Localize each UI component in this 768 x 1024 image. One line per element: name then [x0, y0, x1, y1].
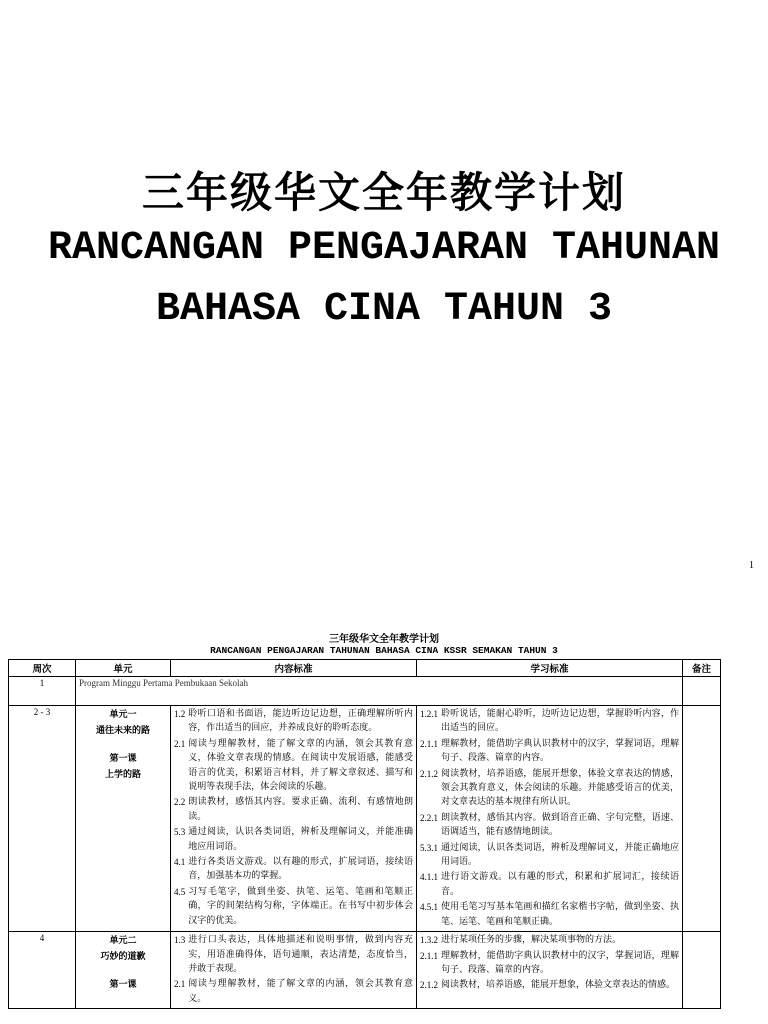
- standard-code: 2.2.1: [420, 812, 438, 823]
- learning-standard-item: [420, 949, 679, 978]
- table-header-row: [9, 660, 721, 677]
- content-standard-item: [174, 855, 413, 884]
- standard-text: 阅读教材，培养语感，能展开想象，体验文章表达的情感，领会其教育意义，体会阅读的乐趣。并能感受语言的优美，对文章表达的基本规律有所认识。: [441, 768, 679, 808]
- standard-code: 2.2: [174, 797, 186, 808]
- content-standard-item: [174, 825, 413, 854]
- standard-text: 聆听口语和书面语，能边听边记边想，正确理解所听内容，作出适当的回应，并养成良好的聆听态度。: [188, 709, 413, 734]
- header-content-standard: 内容标准: [171, 660, 417, 677]
- plan-heading-chinese: 三年级华文全年教学计划: [329, 634, 439, 645]
- learning-standard-item: [420, 900, 679, 929]
- cover-title-chinese: 三年级华文全年教学计划: [141, 168, 626, 217]
- table-row: [9, 706, 721, 932]
- table-row: [9, 932, 721, 1009]
- content-standard-item: [174, 885, 413, 928]
- standard-code: 1.2: [174, 709, 186, 719]
- remarks-cell: [683, 706, 721, 932]
- content-standard-item: [174, 977, 413, 1006]
- learning-standard-item: [420, 707, 679, 736]
- learning-standard-cell: [417, 706, 683, 932]
- standard-text: 阅读教材，培养语感，能展开想象，体验文章表达的情感。: [441, 980, 676, 991]
- remarks-cell: [683, 932, 721, 1009]
- standard-text: 进行某项任务的步骤，解决某项事物的方法。: [441, 935, 622, 946]
- content-standard-cell: [171, 706, 417, 932]
- cover-title-malay-line1: RANCANGAN PENGAJARAN TAHUNAN: [47, 226, 721, 271]
- content-standard-item: [174, 795, 413, 824]
- standard-text: 理解教材，能借助字典认识教材中的汉字，掌握词语，理解句子、段落、篇章的内容。: [441, 950, 679, 975]
- standard-code: 1.3.2: [420, 935, 438, 946]
- lesson-title: 上学的路: [104, 770, 141, 780]
- standard-code: 2.1.1: [420, 950, 438, 961]
- cover-title-malay-line2: BAHASA CINA TAHUN 3: [155, 287, 613, 332]
- learning-standard-item: [420, 841, 679, 870]
- content-standard-item: [174, 707, 413, 736]
- learning-standard-item: [420, 737, 679, 766]
- standard-text: 理解教材，能借助字典认识教材中的汉字，掌握词语，理解句子、段落、篇章的内容。: [441, 738, 679, 764]
- standard-text: 通过阅读，认识各类词语，辨析及理解词义，并能正确地应用词语。: [441, 842, 679, 868]
- table-row: [9, 677, 721, 706]
- lesson-number: 第一课: [109, 754, 137, 764]
- standard-text: 使用毛笔习写基本笔画和描红名家楷书字帖，做到坐姿、执笔、运笔、笔画和笔顺正确。: [441, 902, 679, 927]
- standard-code: 2.1.1: [420, 738, 438, 749]
- learning-standard-item: [420, 978, 679, 992]
- plan-heading-malay: RANCANGAN PENGAJARAN TAHUNAN BAHASA CINA KSSR SEMAKAN TAHUN 3: [210, 645, 558, 656]
- standard-text: 聆听说话，能耐心聆听，边听边记边想，掌握聆听内容，作出适当的回应。: [441, 709, 679, 734]
- week-cell: 1: [9, 677, 76, 706]
- standard-text: 进行口头表达，具体地描述和说明事情，做到内容充实，用语准确得体，语句通顺，表达清楚，态度恰当，并敢于表现。: [188, 935, 413, 974]
- standard-text: 通过阅读，认识各类词语，辨析及理解词义，并能准确地应用词语。: [188, 827, 413, 852]
- header-learning-standard: 学习标准: [417, 660, 683, 677]
- standard-text: 进行各类语文游戏。以有趣的形式，扩展词语，接续语音，加强基本功的掌握。: [188, 857, 413, 882]
- content-standard-item: [174, 933, 413, 976]
- standard-code: 2.1: [174, 979, 186, 990]
- learning-standard-cell: [417, 932, 683, 1009]
- standard-code: 1.2.1: [420, 709, 438, 719]
- learning-standard-item: [420, 870, 679, 899]
- unit-number: 单元二: [109, 936, 137, 947]
- unit-number: 单元一: [109, 710, 137, 720]
- standard-text: 习写毛笔字，做到坐姿、执笔、运笔、笔画和笔顺正确，字的间架结构匀称，字体端正。在书写中初步体会汉字的优美。: [188, 886, 413, 926]
- unit-title: 巧妙的道歉: [100, 952, 146, 963]
- standard-code: 4.1.1: [420, 872, 438, 883]
- header-unit: 单元: [76, 660, 171, 677]
- header-remarks: 备注: [683, 660, 721, 677]
- standard-code: 5.3.1: [420, 842, 438, 853]
- standard-code: 4.5: [174, 886, 186, 897]
- standard-code: 5.3: [174, 827, 186, 838]
- learning-standard-item: [420, 933, 679, 947]
- unit-cell: [76, 706, 171, 932]
- standard-text: 朗读教材，感悟其内容。要求正确、流利、有感情地朗读。: [188, 797, 413, 822]
- standard-code: 4.5.1: [420, 902, 438, 913]
- unit-title: 通往未来的路: [95, 726, 150, 736]
- standard-code: 2.1.2: [420, 980, 438, 991]
- standard-text: 阅读与理解教材，能了解文章的内涵，领会其教育意义，体验文章表现的情感。在阅读中发展语感，能感受语言的优美，积累语言材料，并了解文章叙述、描写和说明等表现手法，体会阅读的乐趣。: [188, 738, 413, 793]
- week-cell: 4: [9, 932, 76, 1009]
- unit-cell: [76, 932, 171, 1009]
- standard-text: 进行语文游戏。以有趣的形式，积累和扩展词汇，接续语音。: [441, 872, 679, 897]
- remarks-cell: [683, 677, 721, 706]
- lesson-number: 第一课: [109, 980, 137, 991]
- program-cell: Program Minggu Pertama Pembukaan Sekolah: [76, 677, 683, 706]
- learning-standard-item: [420, 767, 679, 810]
- standard-code: 2.1.2: [420, 768, 438, 779]
- standard-text: 阅读与理解教材，能了解文章的内涵，领会其教育意义。: [188, 979, 413, 1004]
- page-number: 1: [749, 560, 754, 571]
- learning-standard-item: [420, 811, 679, 840]
- content-standard-item: [174, 737, 413, 795]
- teaching-plan-table: [8, 659, 721, 1009]
- week-cell: 2 - 3: [9, 706, 76, 932]
- standard-code: 4.1: [174, 857, 186, 868]
- standard-code: 2.1: [174, 738, 186, 749]
- content-standard-cell: [171, 932, 417, 1009]
- standard-text: 朗读教材，感悟其内容。做到语音正确、字句完整，语速、语调适当，能有感情地朗读。: [441, 812, 679, 838]
- standard-code: 1.3: [174, 935, 186, 946]
- header-week: 周次: [9, 660, 76, 677]
